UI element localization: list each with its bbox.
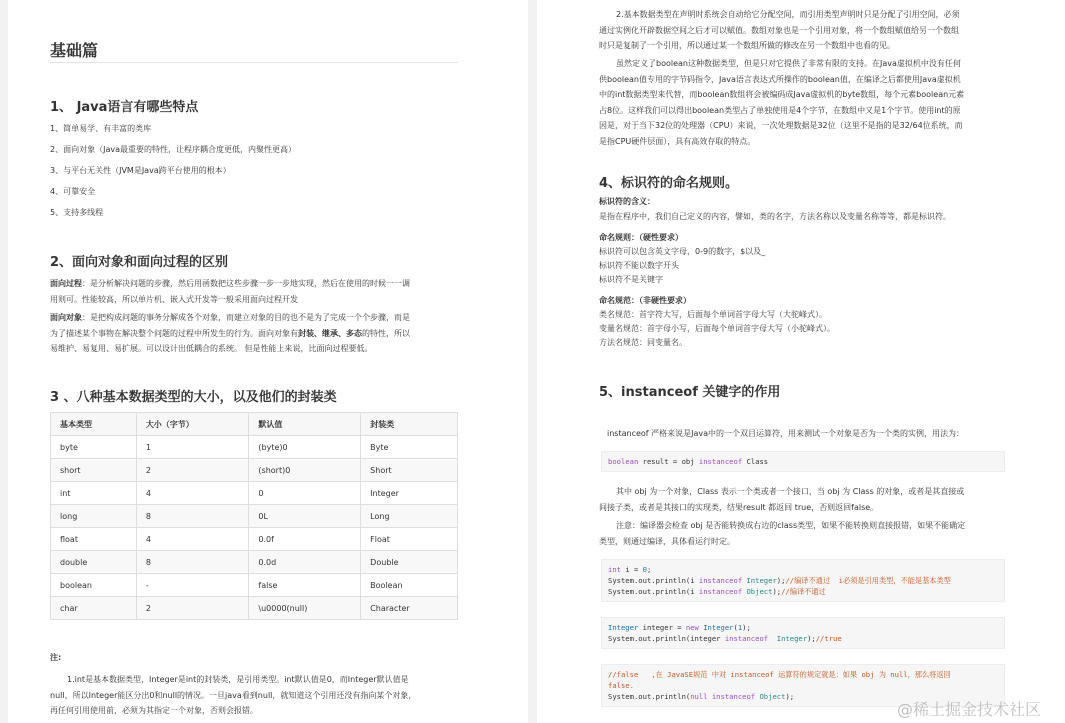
table-cell: Float bbox=[361, 528, 458, 551]
table-row bbox=[51, 436, 458, 459]
naming-rules-label: 命名规则：（硬性要求） bbox=[599, 233, 683, 242]
table-row bbox=[51, 597, 458, 620]
section-4-title: 4、标识符的命名规则。 bbox=[599, 176, 739, 191]
table-cell: 4 bbox=[136, 482, 249, 505]
code-keyword: instanceof bbox=[724, 634, 769, 643]
col-header: 默认值 bbox=[249, 413, 361, 436]
table-row bbox=[51, 482, 458, 505]
code-type: Object bbox=[755, 692, 786, 701]
code-text: System.out.println( bbox=[608, 692, 691, 701]
left-page bbox=[8, 0, 528, 723]
table-cell: \u0000(null) bbox=[249, 597, 361, 620]
table-row bbox=[51, 505, 458, 528]
code-block-integer bbox=[601, 617, 1005, 649]
instanceof-note bbox=[599, 518, 1019, 549]
code-number: 0 bbox=[642, 565, 647, 574]
code-text: ); bbox=[742, 623, 751, 632]
table-header-row bbox=[51, 413, 458, 436]
code-keyword: instanceof bbox=[698, 576, 743, 585]
code-text: ); bbox=[807, 634, 816, 643]
bool-text-6: 是指CPU硬件层面），具有高效存取的特点。 bbox=[599, 136, 756, 146]
procedural-label: 面向过程 bbox=[50, 279, 82, 288]
code-keyword: new bbox=[685, 623, 699, 632]
table-row bbox=[51, 459, 458, 482]
code-text: ( bbox=[733, 623, 738, 632]
table-cell: short bbox=[51, 459, 137, 482]
table-cell: Double bbox=[361, 551, 458, 574]
code-keyword: instanceof bbox=[698, 587, 743, 596]
code-type: Integer bbox=[698, 623, 734, 632]
note-text-3: 再任何引用使用前，必须为其指定一个对象，否则会报错。 bbox=[50, 706, 258, 715]
feature-item: 3、与平台无关性（JVM是Java跨平台使用的根本） bbox=[50, 166, 231, 175]
table-cell: 0.0d bbox=[249, 551, 361, 574]
table-cell: byte bbox=[51, 436, 137, 459]
code-comment: false. bbox=[608, 681, 634, 690]
table-cell: 8 bbox=[136, 551, 249, 574]
code-keyword: int bbox=[608, 565, 621, 574]
bool-text-2: 供boolean值专用的字节码指令，Java语言表达式所操作的boolean值，在编译之后都使用Java虚拟机 bbox=[599, 74, 961, 84]
inst-note-text-2: 类型，则通过编译，具体看运行时定。 bbox=[599, 536, 735, 546]
code-keyword: boolean bbox=[608, 457, 639, 466]
identifier-meaning-text: 是指在程序中，我们自己定义的内容，譬如，类的名字，方法名称以及变量名称等等，都是标识符。 bbox=[599, 212, 951, 221]
note-label: 注: bbox=[50, 653, 62, 662]
code-keyword: instanceof bbox=[698, 457, 743, 466]
section-2-title: 2、面向对象和面向过程的区别 bbox=[50, 255, 229, 270]
code-text: System.out.println(i bbox=[608, 576, 699, 585]
section-1-title: 1、 Java语言有哪些特点 bbox=[50, 100, 199, 115]
table-cell: 0L bbox=[249, 505, 361, 528]
naming-rule: 标识符可以包含英文字母，0-9的数字，$以及_ bbox=[599, 247, 766, 256]
table-cell: 2 bbox=[136, 459, 249, 482]
table-row bbox=[51, 528, 458, 551]
code-type: Integer bbox=[742, 576, 777, 585]
watermark-text: @稀土掘金技术社区 bbox=[897, 700, 1042, 719]
ref-text-3: 时只是复制了一个引用，所以通过某一个数组所做的修改在另一个数组中也看的见。 bbox=[599, 41, 895, 50]
ref-text-2: 通过实例化开辟数据空间之后才可以赋值。数组对象也是一个引用对象，将一个数组赋值给另一个数组 bbox=[599, 25, 959, 35]
table-cell: float bbox=[51, 528, 137, 551]
table-cell: boolean bbox=[51, 574, 137, 597]
code-number: 1 bbox=[737, 623, 743, 632]
naming-spec: 类名规范：首字符大写，后面每个单词首字母大写（大驼峰式）。 bbox=[599, 310, 827, 319]
table-cell: 4 bbox=[136, 528, 249, 551]
procedural-text-1: ：是分析解决问题的步骤，然后用函数把这些步骤一步一步地实现，然后在使用的时候一一调 bbox=[82, 279, 410, 288]
code-text: Class bbox=[742, 457, 769, 466]
col-header: 基本类型 bbox=[51, 413, 137, 436]
code-text: System.out.println(integer bbox=[608, 634, 725, 643]
table-cell: 2 bbox=[136, 597, 249, 620]
table-row bbox=[51, 574, 458, 597]
naming-spec-label: 命名规范：（非硬性要求） bbox=[599, 296, 691, 305]
code-type: Integer bbox=[768, 634, 808, 643]
code-comment: //true bbox=[815, 634, 842, 643]
table-cell: false bbox=[249, 574, 361, 597]
table-cell: long bbox=[51, 505, 137, 528]
table-cell: - bbox=[136, 574, 249, 597]
oop-text-2b: 的特性，所以 bbox=[362, 328, 410, 338]
code-keyword: instanceof bbox=[711, 692, 756, 701]
section-5-title: 5、instanceof 关键字的作用 bbox=[599, 385, 781, 400]
table-cell: 8 bbox=[136, 505, 249, 528]
table-cell: int bbox=[51, 482, 137, 505]
table-cell: 0 bbox=[249, 482, 361, 505]
oop-traits: 封装、继承、多态 bbox=[298, 328, 362, 338]
bool-text-3: 中的int数据类型来代替，而boolean数组将会被编码成Java虚拟机的byte数组，每个元素boolean元素 bbox=[599, 90, 965, 99]
bool-text-4: 占8位。这样我们可以得出boolean类型占了单独使用是4个字节，在数组中又是1个字节。使用int的原 bbox=[599, 105, 961, 115]
instanceof-description bbox=[599, 484, 1019, 515]
identifier-meaning-label: 标识符的含义： bbox=[599, 197, 655, 206]
code-keyword: null bbox=[690, 692, 708, 701]
code-text: result = obj bbox=[638, 457, 699, 466]
table-cell: Boolean bbox=[361, 574, 458, 597]
code-text: ); bbox=[776, 576, 786, 585]
code-block-primitive bbox=[601, 559, 1005, 602]
instanceof-intro: instanceof 严格来说是Java中的一个双目运算符，用来测试一个对象是否为一个类的实例，用法为： bbox=[607, 429, 965, 438]
oop-text-3: 易维护、易复用、易扩展。可以设计出低耦合的系统。 但是性能上来说，比面向过程要低。 bbox=[50, 344, 373, 353]
table-cell: Character bbox=[361, 597, 458, 620]
code-text: System.out.println(i bbox=[608, 587, 699, 596]
oop-text-2a: 为了描述某个事物在解决整个问题的过程中所发生的行为。面向对象有 bbox=[50, 328, 298, 338]
feature-item: 2、面向对象（Java最重要的特性，让程序耦合度更低，内聚性更高） bbox=[50, 145, 296, 154]
col-header: 封装类 bbox=[361, 413, 458, 436]
table-cell: (short)0 bbox=[249, 459, 361, 482]
table-cell: (byte)0 bbox=[249, 436, 361, 459]
procedural-paragraph bbox=[50, 276, 470, 307]
col-header: 大小（字节） bbox=[136, 413, 249, 436]
section-3-title: 3 、八种基本数据类型的大小，以及他们的封装类 bbox=[50, 390, 337, 405]
table-cell: double bbox=[51, 551, 137, 574]
oop-paragraph bbox=[50, 310, 470, 357]
note-text-1: 1.int是基本数据类型，Integer是int的封装类，是引用类型。int默认值是0，而Integer默认值是 bbox=[67, 675, 409, 684]
naming-spec: 变量名规范：首字母小写，后面每个单词首字母大写（小驼峰式）。 bbox=[599, 324, 835, 333]
title-divider bbox=[50, 62, 458, 63]
table-cell: 1 bbox=[136, 436, 249, 459]
code-block-usage bbox=[601, 451, 1005, 472]
table-cell: Short bbox=[361, 459, 458, 482]
naming-rule: 标识符不是关键字 bbox=[599, 275, 663, 284]
page-title: 基础篇 bbox=[50, 41, 99, 60]
boolean-paragraph bbox=[599, 56, 1019, 149]
code-text: i = bbox=[620, 565, 643, 574]
table-cell: 0.0f bbox=[249, 528, 361, 551]
table-cell: Long bbox=[361, 505, 458, 528]
table-cell: Byte bbox=[361, 436, 458, 459]
naming-rule: 标识符不能以数字开头 bbox=[599, 261, 679, 270]
note-paragraph bbox=[50, 672, 480, 719]
watermark bbox=[897, 697, 1041, 720]
desc-text-1: 其中 obj 为一个对象，Class 表示一个类或者一个接口，当 obj 为 Class 的对象，或者是其直接或 bbox=[616, 487, 965, 496]
code-text: ; bbox=[646, 565, 652, 574]
code-comment: //false ,在 JavaSE规范 中对 instanceof 运算符的规定就是：如果 obj 为 null，那么将返回 bbox=[608, 670, 951, 679]
desc-text-2: 间接子类，或者是其接口的实现类，结果result 都返回 true，否则返回false。 bbox=[599, 502, 879, 512]
reference-type-paragraph bbox=[599, 7, 1019, 54]
inst-note-text-1: 注意：编译器会检查 obj 是否能转换成右边的class类型，如果不能转换则直接报错，如果不能确定 bbox=[616, 521, 966, 530]
procedural-text-2: 用则可。性能较高，所以单片机、嵌入式开发等一般采用面向过程开发 bbox=[50, 294, 298, 304]
feature-item: 4、可靠安全 bbox=[50, 187, 96, 196]
code-text: integer = bbox=[638, 623, 686, 632]
table-row bbox=[51, 551, 458, 574]
code-text: ); bbox=[785, 692, 795, 701]
right-page bbox=[537, 0, 1065, 723]
code-comment: //编译不通过 i必须是引用类型，不能是基本类型 bbox=[785, 576, 951, 585]
oop-label: 面向对象 bbox=[50, 313, 82, 322]
feature-item: 1、简单易学、有丰富的类库 bbox=[50, 124, 152, 133]
ref-text-1: 2.基本数据类型在声明时系统会自动给它分配空间，而引用类型声明时只是分配了引用空间，必须 bbox=[616, 10, 960, 19]
table-cell: char bbox=[51, 597, 137, 620]
code-text: ); bbox=[772, 587, 782, 596]
naming-spec: 方法名规范：同变量名。 bbox=[599, 338, 687, 347]
oop-text-1: ：是把构成问题的事务分解成各个对象，而建立对象的目的也不是为了完成一个个步骤，而是 bbox=[82, 313, 410, 322]
data-types-table bbox=[50, 412, 458, 620]
bool-text-5: 因是，对于当下32位的处理器（CPU）来说，一次处理数据是32位（这里不是指的是32/64位系统，而 bbox=[599, 121, 963, 130]
code-comment: //编译不通过 bbox=[781, 587, 826, 596]
code-type: Object bbox=[742, 587, 773, 596]
note-text-2: null，所以Integer能区分出0和null的情况。一旦java看到null，就知道这个引用还没有指向某个对象， bbox=[50, 690, 417, 700]
table-cell: Integer bbox=[361, 482, 458, 505]
code-type: Integer bbox=[608, 623, 639, 632]
feature-item: 5、支持多线程 bbox=[50, 208, 104, 217]
bool-text-1: 虽然定义了boolean这种数据类型，但是只对它提供了非常有限的支持。在Java虚拟机中没有任何 bbox=[616, 59, 961, 68]
